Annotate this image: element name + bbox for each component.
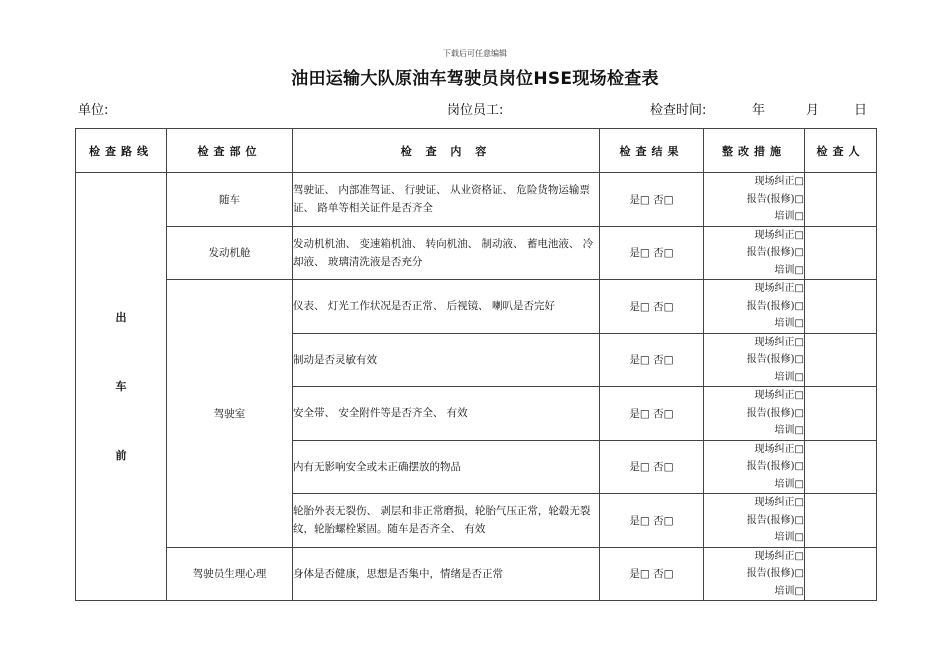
route-cell — [76, 173, 167, 601]
measure-onsite[interactable]: 现场纠正□ — [754, 390, 804, 401]
checker-cell[interactable] — [805, 440, 877, 494]
part-cell: 驾驶员生理心理 — [167, 547, 293, 601]
result-checkboxes[interactable]: 是□ 否□ — [600, 173, 704, 227]
measures-cell[interactable] — [704, 280, 805, 334]
checker-cell[interactable] — [805, 280, 877, 334]
result-checkboxes[interactable]: 是□ 否□ — [600, 494, 704, 548]
part-cell: 驾驶室 — [167, 280, 293, 548]
content-cell: 发动机机油、 变速箱机油、 转向机油、 制动液、 蓄电池液、 冷却液、 玻璃清洗液是否充分 — [293, 226, 600, 280]
measure-report[interactable]: 报告(报修)□ — [746, 407, 804, 419]
measure-training[interactable]: 培训□ — [774, 532, 804, 543]
meta-row — [78, 99, 878, 117]
unit-label: 单位: — [78, 103, 109, 118]
measure-onsite[interactable]: 现场纠正□ — [754, 550, 804, 562]
result-checkboxes[interactable]: 是□ 否□ — [600, 547, 704, 601]
measure-report[interactable]: 报告(报修)□ — [746, 354, 804, 365]
checker-cell[interactable] — [805, 226, 877, 280]
table-row — [76, 280, 877, 334]
content-cell: 身体是否健康，思想是否集中，情绪是否正常 — [293, 547, 600, 601]
measure-onsite[interactable]: 现场纠正□ — [754, 443, 804, 455]
content-cell: 制动是否灵敏有效 — [293, 333, 600, 387]
measure-onsite[interactable]: 现场纠正□ — [754, 229, 804, 241]
top-note: 下载后可任意编辑 — [443, 49, 507, 58]
measure-report[interactable]: 报告(报修)□ — [746, 514, 804, 526]
checker-cell[interactable] — [805, 494, 877, 548]
measures-cell[interactable] — [704, 387, 805, 441]
checker-cell[interactable] — [805, 173, 877, 227]
header-route: 检查路线 — [76, 129, 167, 173]
check-time-label: 检查时间: — [650, 103, 707, 118]
employee-label: 岗位员工: — [447, 103, 504, 118]
route-char: 出 — [115, 311, 127, 324]
year-label: 年 — [752, 103, 766, 118]
part-cell: 随车 — [167, 173, 293, 227]
table-header-row — [76, 129, 877, 173]
result-checkboxes[interactable]: 是□ 否□ — [600, 440, 704, 494]
measure-training[interactable]: 培训□ — [774, 585, 804, 597]
header-content: 检 查 内 容 — [293, 129, 600, 173]
header-part: 检查部位 — [167, 129, 293, 173]
result-checkboxes[interactable]: 是□ 否□ — [600, 333, 704, 387]
header-checker: 检查人 — [805, 129, 877, 173]
header-result: 检查结果 — [600, 129, 704, 173]
content-cell: 驾驶证、 内部准驾证、 行驶证、 从业资格证、 危险货物运输票证、 路单等相关证件是否齐全 — [293, 173, 600, 227]
measure-report[interactable]: 报告(报修)□ — [746, 193, 804, 205]
checker-cell[interactable] — [805, 547, 877, 601]
measure-onsite[interactable]: 现场纠正□ — [754, 336, 804, 348]
table-row — [76, 547, 877, 601]
measures-cell[interactable] — [704, 440, 805, 494]
measure-training[interactable]: 培训□ — [774, 318, 804, 329]
route-char: 车 — [115, 380, 127, 393]
header-measures: 整改措施 — [704, 129, 805, 173]
month-label: 月 — [806, 103, 820, 118]
measures-cell[interactable] — [704, 173, 805, 227]
content-cell: 仪表、 灯光工作状况是否正常、 后视镜、 喇叭是否完好 — [293, 280, 600, 334]
content-cell: 内有无影响安全或未正确摆放的物品 — [293, 440, 600, 494]
measures-cell[interactable] — [704, 547, 805, 601]
result-checkboxes[interactable]: 是□ 否□ — [600, 387, 704, 441]
measure-report[interactable]: 报告(报修)□ — [746, 568, 804, 579]
measure-report[interactable]: 报告(报修)□ — [746, 300, 804, 312]
table-row — [76, 173, 877, 227]
measure-training[interactable]: 培训□ — [774, 211, 804, 222]
measure-report[interactable]: 报告(报修)□ — [746, 247, 804, 258]
result-checkboxes[interactable]: 是□ 否□ — [600, 226, 704, 280]
measures-cell[interactable] — [704, 494, 805, 548]
measure-training[interactable]: 培训□ — [774, 478, 804, 490]
measure-training[interactable]: 培训□ — [774, 371, 804, 383]
content-cell: 安全带、 安全附件等是否齐全、 有效 — [293, 387, 600, 441]
page-title: 油田运输大队原油车驾驶员岗位HSE现场检查表 — [291, 69, 659, 89]
measure-onsite[interactable]: 现场纠正□ — [754, 176, 804, 187]
checker-cell[interactable] — [805, 333, 877, 387]
result-checkboxes[interactable]: 是□ 否□ — [600, 280, 704, 334]
measure-onsite[interactable]: 现场纠正□ — [754, 497, 804, 508]
day-label: 日 — [854, 103, 868, 118]
measure-report[interactable]: 报告(报修)□ — [746, 461, 804, 472]
route-char: 前 — [115, 449, 127, 462]
inspection-table — [75, 128, 877, 601]
measures-cell[interactable] — [704, 333, 805, 387]
measure-training[interactable]: 培训□ — [774, 425, 804, 436]
part-cell: 发动机舱 — [167, 226, 293, 280]
measure-training[interactable]: 培训□ — [774, 264, 804, 276]
table-row — [76, 226, 877, 280]
content-cell: 轮胎外表无裂伤、 剥层和非正常磨损，轮胎气压正常，轮毂无裂纹，轮胎螺栓紧固。随车是否齐全、 有效 — [293, 494, 600, 548]
measures-cell[interactable] — [704, 226, 805, 280]
measure-onsite[interactable]: 现场纠正□ — [754, 283, 804, 294]
checker-cell[interactable] — [805, 387, 877, 441]
